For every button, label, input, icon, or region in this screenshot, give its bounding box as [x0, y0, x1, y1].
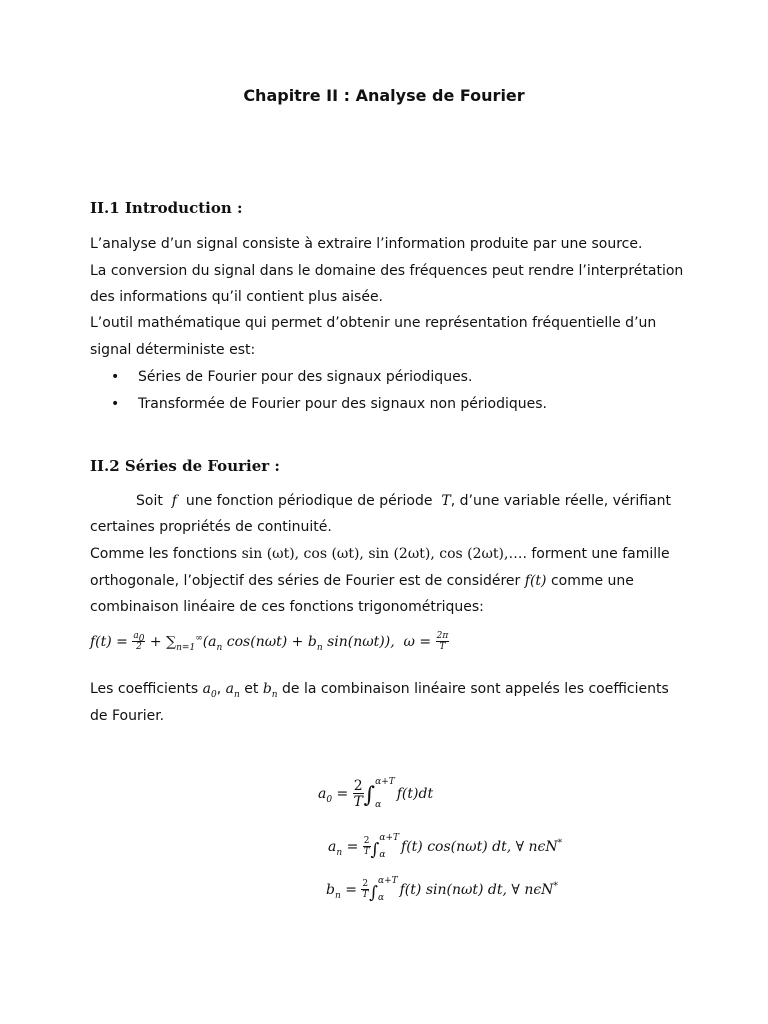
bullet-icon: • — [111, 396, 120, 412]
paragraph-line: L’analyse d’un signal consiste à extraire l’information produite par une source. — [90, 236, 643, 252]
a0-equation: $a_0$ = $\frac{2}{T}$ ∫ α+T α f(t)dt — [318, 777, 434, 810]
section-heading-fourier-series: II.2 Séries de Fourier : — [90, 457, 280, 475]
math-f: f — [171, 493, 177, 509]
paragraph-line: Soit f une fonction périodique de période T, d’une variable réelle, vérifiant — [136, 493, 671, 509]
paragraph-line: certaines propriétés de continuité. — [90, 519, 332, 535]
paragraph-line: Les coefficients $a_0$, $a_n$ et $b_n$ de la combinaison linéaire sont appelés les coefficients — [90, 681, 669, 700]
an-equation: $a_n$ = $\frac{2}{T}$ ∫ α+T α f(t) cos(nωt) dt, ∀ nϵN* — [328, 833, 563, 860]
math-ft: f(t) — [524, 573, 547, 589]
paragraph-line: signal déterministe est: — [90, 342, 256, 358]
bullet-icon: • — [111, 369, 120, 385]
page-title: Chapitre II : Analyse de Fourier — [243, 86, 525, 105]
list-item: Séries de Fourier pour des signaux périodiques. — [138, 369, 473, 385]
trig-functions: sin (ωt), cos (ωt), sin (2ωt), cos (2ωt), — [241, 546, 509, 562]
paragraph-line: combinaison linéaire de ces fonctions trigonométriques: — [90, 599, 484, 615]
section-heading-introduction: II.1 Introduction : — [90, 199, 243, 217]
list-item: Transformée de Fourier pour des signaux non périodiques. — [138, 396, 547, 412]
paragraph-line: orthogonale, l’objectif des séries de Fourier est de considérer f(t) comme une — [90, 573, 634, 589]
paragraph-line: des informations qu’il contient plus aisée. — [90, 289, 384, 305]
paragraph-line: Comme les fonctions sin (ωt), cos (ωt), sin (2ωt), cos (2ωt),…. forment une famille — [90, 546, 670, 562]
paragraph-line: La conversion du signal dans le domaine des fréquences peut rendre l’interprétation — [90, 263, 684, 279]
bn-equation: $b_n$ = $\frac{2}{T}$ ∫ α+T α f(t) sin(nωt) dt, ∀ nϵN* — [326, 876, 558, 903]
math-T: T — [441, 493, 451, 509]
fourier-series-equation: f(t) = $\frac{a_0}{2}$ + $\sum_{n=1}^\infty(a_n$ $\cos(n\omega t) + b_n$ sin(nωt)), ω = $\frac{2\pi}{T}$ — [90, 631, 449, 653]
paragraph-line: de Fourier. — [90, 708, 165, 724]
paragraph-line: L’outil mathématique qui permet d’obtenir une représentation fréquentielle d’un — [90, 315, 657, 331]
